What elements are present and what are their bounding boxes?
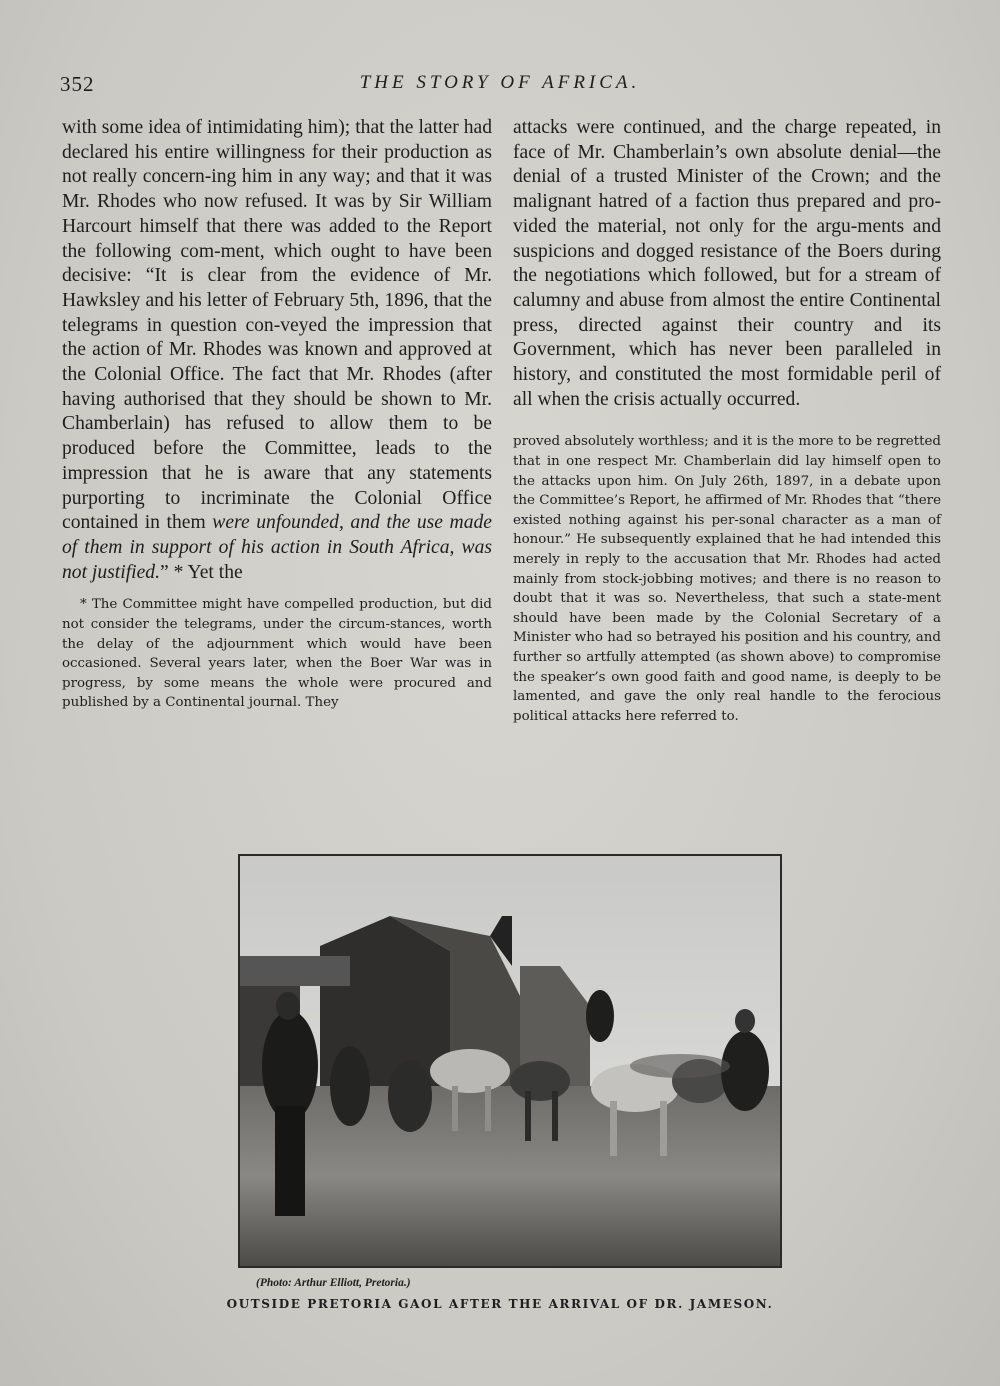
page-number: 352 xyxy=(60,72,95,96)
quoted-italic-text: were unfounded, and the use made of them in support of his action in South Africa, was not justified. xyxy=(62,512,493,583)
right-column xyxy=(513,116,941,726)
photo-credit: (Photo: Arthur Elliott, Pretoria.) xyxy=(256,1277,411,1289)
left-column xyxy=(62,116,492,713)
footnote: * The Committee might have compelled production, but did not consider the telegrams, under the circum-stances, worth the delay of the adjournment which would have been occasioned. Several years later, when the Boer War was in progress, by some means the whole were procured and published by a Continental journal. They xyxy=(62,597,492,711)
left-body-paragraph xyxy=(62,116,492,585)
photo-illustration xyxy=(240,856,780,1266)
photo-caption: OUTSIDE PRETORIA GAOL AFTER THE ARRIVAL OF DR. JAMESON. xyxy=(226,1297,774,1311)
footnote-continuation: proved absolutely worthless; and it is the more to be regretted that in one respect Mr. Chamberlain did lay himself open to the attacks upon him. On July 26th, 1897, in a debate upon the Committee’s Report, he affirmed of Mr. Rhodes that “there existed nothing against his per-sonal character as a man of honour.” He subsequently explained that he had intended this merely in reply to the accusation that Mr. Rhodes had acted mainly from stock-jobbing motives; and there is no reason to doubt that it was so. Nevertheless, that such a state-ment should have been made by the Colonial Secretary of a Minister who had so betrayed his position and his country, and further so artfully attempted (as shown above) to compromise the speaker’s own good faith and good name, is deeply to be lamented, and gave the only real handle to the ferocious political attacks here referred to. xyxy=(513,434,941,724)
running-title: THE STORY OF AFRICA. xyxy=(359,72,641,93)
photograph xyxy=(238,854,782,1268)
left-body-text-a: with some idea of intimidating him); that the latter had declared his entire willingness for their production as not really concern-ing him in any way; and that it was Mr. Rhodes who now refused. It was by Sir William Harcourt himself that there was added to the Report the following com-ment, which ought to have been decisive: “It is clear from the evidence of Mr. Hawksley and his letter of February 5th, 1896, that the telegrams in question con-veyed the impression that the action of Mr. Rhodes was known and approved at the Colonial Office. The fact that Mr. Rhodes (after having authorised that they should be shown to Mr. Chamberlain) has refused to allow them to be produced before the Committee, leads to the impression that he is aware that any statements purporting to incriminate the Colonial Office contained in them xyxy=(62,117,492,534)
right-body-paragraph: attacks were continued, and the charge repeated, in face of Mr. Chamberlain’s own absolute denial—the denial of a trusted Minister of the Crown; and the malignant hatred of a faction thus prepared and pro-vided the material, not only for the argu-ments and suspicions and dogged resistance of the Boers during the negotiations which followed, but for a stream of calumny and abuse from almost the entire Continental press, directed against their country and its Government, which has never been paralleled in history, and constituted the most formidable peril of all when the crisis actually occurred. xyxy=(513,117,941,410)
page-header xyxy=(60,72,940,102)
left-body-text-b: ” * Yet the xyxy=(159,561,243,583)
